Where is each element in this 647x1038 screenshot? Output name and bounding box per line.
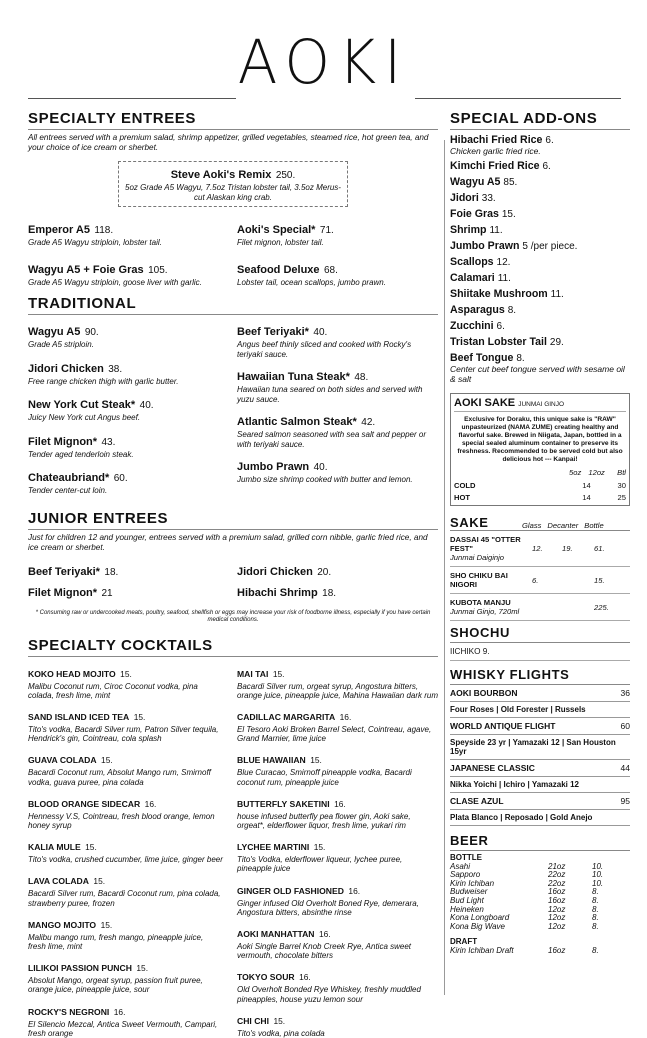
- shochu-section: SHOCHU IICHIKO 9.: [450, 625, 630, 661]
- item-price: 15.: [310, 755, 322, 766]
- item-desc: Malibu mango rum, fresh mango, pineapple juice, fresh lime, mint: [28, 932, 204, 951]
- item-price: 15.: [313, 842, 326, 853]
- item-desc: Old Overholt Bonded Rye Whiskey, freshly muddled pineapples, house yuzu lemon sour: [237, 985, 421, 1004]
- item-desc: Bacardi Coconut rum, Absolut Mango rum, Smirnoff vodka, guava puree, pina colada: [28, 768, 211, 787]
- section-intro: Just for children 12 and younger, entrees served with a premium salad, grilled corn nibble, garlic fried rice, and ice cream or sherbet.: [28, 532, 428, 552]
- menu-item: Wagyu A5 + Foie Gras 105. Grade A5 Wagyu striploin, goose liver with garlic.: [28, 263, 202, 287]
- item-name: BUTTERFLY SAKETINI: [237, 798, 330, 809]
- item-name: LYCHEE MARTINI: [237, 842, 310, 853]
- item-price: 8.: [592, 921, 599, 931]
- item-price: 85.: [503, 177, 518, 188]
- item-price: 8.: [592, 904, 599, 914]
- cocktail-item: [237, 707, 438, 743]
- cocktail-item: [28, 958, 223, 994]
- item-price: 6.: [542, 161, 551, 172]
- item-price: 11.: [489, 225, 503, 236]
- item-price: 8.: [592, 895, 599, 905]
- addon-item: [450, 208, 630, 220]
- section-title: WHISKY FLIGHTS: [450, 667, 630, 685]
- item-price: 16.: [348, 885, 361, 896]
- item-desc: El Tesoro Aoki Broken Barrel Select, Cointreau, agave, Grand Marnier, lime juice: [237, 724, 432, 744]
- cocktail-item: [237, 664, 438, 700]
- item-price: 15.: [93, 876, 106, 887]
- item-price: 15.: [273, 1015, 286, 1026]
- item-name: LILIKOI PASSION PUNCH: [28, 963, 132, 974]
- item-price: 29.: [549, 337, 564, 348]
- item-name: CADILLAC MARGARITA: [237, 711, 336, 722]
- item-price: 12.: [496, 257, 511, 268]
- item-price: 8.: [507, 305, 517, 316]
- sake-row: [450, 594, 630, 621]
- item-price: 10.: [592, 861, 604, 871]
- sake-name: [450, 598, 532, 616]
- item-size: 16oz: [548, 887, 566, 897]
- sake-row: [450, 531, 630, 567]
- item-name: Asparagus: [450, 304, 505, 316]
- flight-detail: Speyside 23 yr | Yamazaki 12 | San Houston 15yr: [450, 735, 630, 760]
- item-name: KALIA MULE: [28, 842, 81, 853]
- item-size: 22oz: [548, 870, 566, 880]
- item-desc: house infused butterfly pea flower gin, Aoki sake, orgeat*, elderflower liquor, fresh lime, yukari rim: [237, 811, 411, 830]
- section-title: SPECIAL ADD-ONS: [450, 110, 630, 130]
- item-price: 16.: [334, 798, 346, 809]
- section-title: TRADITIONAL: [28, 295, 438, 315]
- item-name: Shiitake Mushroom: [450, 288, 548, 300]
- item-desc: 5oz Grade A5 Wagyu, 7.5oz Tristan lobster tail, 3.5oz Merus-cut Alaskan king crab.: [125, 183, 341, 202]
- item-price: 10.: [592, 870, 604, 880]
- traditional-section: [28, 295, 438, 496]
- item-sub: Junmai Ginjo, 720ml: [450, 607, 520, 616]
- item-name: ROCKY'S NEGRONI: [28, 1006, 110, 1017]
- item-price: 16.: [318, 928, 331, 939]
- header-divider-left: [28, 98, 236, 99]
- section-title: AOKI SAKE JUNMAI GINJO: [454, 397, 565, 409]
- item-price: 10.: [592, 878, 604, 888]
- addon-item: [450, 304, 630, 316]
- cocktail-item: [28, 915, 223, 951]
- item-desc: Tito's vodka, Bacardi Silver rum, Patron Silver tequila, Hendrick's gin, Cointreau, cola splash: [28, 724, 219, 744]
- addon-item: [450, 336, 630, 348]
- menu-item: Hibachi Shrimp 18.: [237, 586, 337, 599]
- cocktail-item: [237, 750, 438, 786]
- item-name: TOKYO SOUR: [237, 972, 295, 983]
- flight-detail: Plata Blanco | Reposado | Gold Anejo: [450, 810, 630, 826]
- menu-item: Aoki's Special* 71. Filet mignon, lobster tail.: [237, 224, 334, 247]
- item-price: 16.: [113, 1006, 126, 1017]
- consumer-advisory: * Consuming raw or undercooked meats, poultry, seafood, shellfish or eggs may increase your risk of foodborne illness, especially if you have certain medical conditions.: [35, 609, 431, 623]
- menu-item: Seafood Deluxe 68. Lobster tail, ocean scallops, jumbo prawn.: [237, 263, 386, 287]
- item-name: Hibachi Fried Rice: [450, 134, 543, 146]
- menu-item: Atlantic Salmon Steak* 42. Seared salmon seasoned with sea salt and pepper or with teriyaki sauce.: [237, 416, 427, 449]
- item-desc: Ginger infused Old Overholt Boned Rye, demerara, Angostura bitters, absinthe rinse: [237, 898, 419, 917]
- item-price: 11.: [497, 273, 511, 284]
- item-price: 15.: [133, 711, 146, 722]
- whisky-flight: [450, 793, 630, 810]
- left-column: [28, 110, 438, 1038]
- sake-section: SAKE Glass Decanter Bottle DASSAI 45 "OTTER FEST" Junmai Daiginjo 12. 19. 61. SHO CHIKU BAI NIGORI 6. 15. KUBOTA MANJU Junmai Ginjo, 720ml 225.: [450, 515, 630, 621]
- item-name: MANGO MOJITO: [28, 919, 97, 930]
- item-price: 11.: [550, 289, 564, 300]
- addons-section: [450, 110, 630, 384]
- item-price: 16.: [144, 798, 157, 809]
- addon-item: [450, 256, 630, 268]
- item-desc: Bacardi Silver rum, orgeat syrup, Angostura bitters, orange juice, pineapple juice, Mahina Hawaiian dark rum: [237, 681, 439, 700]
- item-name: Budweiser: [450, 887, 488, 897]
- item-name: GUAVA COLADA: [28, 755, 97, 766]
- section-title: SHOCHU: [450, 625, 630, 643]
- beer-section: BEER BOTTLE Asahi 21oz 10. Sapporo 22oz 10. Kirin Ichiban 22oz 10. Budweiser 16oz 8. Bud Light 16oz 8. Heineken 12oz 8. Kona Longboard 12oz 8. Kona Big Wave 12oz 8. DRAFT Kirin Ichiban Draft 16oz 8.: [450, 833, 630, 956]
- item-name: Scallops: [450, 256, 494, 268]
- cocktail-item: [28, 1002, 223, 1038]
- item-name: SHO CHIKU BAI NIGORI: [450, 571, 508, 589]
- addon-item: [450, 160, 630, 172]
- item-desc: Absolut Mango, orgeat syrup, passion fruit puree, orange juice, pineapple juice, sour: [28, 976, 203, 995]
- cocktail-item: [237, 837, 438, 873]
- bottle-price: 61.: [594, 544, 605, 553]
- item-name: Calamari: [450, 272, 495, 284]
- item-name: Shrimp: [450, 224, 487, 236]
- whisky-flight: [450, 718, 630, 735]
- item-desc: Tito's Vodka, elderflower liqueur, lychee puree, pineapple juice: [237, 855, 403, 874]
- item-name: JAPANESE CLASSIC: [450, 763, 535, 773]
- item-desc: Chicken garlic fried rice.: [450, 146, 541, 156]
- section-title: SPECIALTY COCKTAILS: [28, 637, 438, 657]
- item-price: 15.: [100, 919, 113, 930]
- menu-item: Beef Teriyaki* 40. Angus beef thinly sliced and cooked with Rocky's teriyaki sauce.: [237, 326, 412, 359]
- item-price: 44: [620, 763, 630, 773]
- section-title: SAKE: [450, 515, 489, 530]
- addon-item: [450, 192, 630, 204]
- item-name: KOKO HEAD MOJITO: [28, 668, 116, 679]
- section-intro: All entrees served with a premium salad, shrimp appetizer, grilled vegetables, steamed rice, hot green tea, and your choice of ice cream or sherbet.: [28, 133, 429, 152]
- item-price: 15.: [272, 668, 285, 679]
- item-name: LAVA COLADA: [28, 876, 89, 887]
- item-name: WORLD ANTIQUE FLIGHT: [450, 721, 556, 731]
- sake-name: [450, 535, 532, 562]
- beer-item: [450, 923, 630, 932]
- item-name: Jidori: [450, 192, 479, 204]
- section-title: JUNIOR ENTREES: [28, 510, 438, 530]
- bottle-price: 225.: [594, 602, 609, 612]
- item-price: 95: [620, 796, 630, 806]
- cocktail-item: [28, 707, 223, 743]
- section-title: SPECIALTY ENTREES: [28, 110, 438, 130]
- whisky-flight: [450, 685, 630, 702]
- item-price: 15.: [501, 209, 516, 220]
- item-name: Jumbo Prawn: [450, 240, 520, 252]
- cocktail-item: [237, 924, 438, 960]
- addon-item: [450, 240, 630, 252]
- item-price: 33.: [481, 193, 496, 204]
- addon-item: [450, 288, 630, 300]
- item-name: CHI CHI: [237, 1015, 269, 1026]
- item-price: 16.: [339, 711, 352, 722]
- item-name: Sapporo: [450, 870, 481, 880]
- item-name: Kirin Ichiban: [450, 878, 495, 888]
- item-desc: Aoki Single Barrel Knob Creek Rye, Antica sweet vermouth, chocolate bitters: [237, 941, 412, 961]
- bottle-price: 15.: [594, 575, 605, 585]
- cocktail-item: [28, 794, 223, 830]
- glass-price: 12.: [532, 544, 543, 553]
- menu-item: Emperor A5 118. Grade A5 Wagyu striploin, lobster tail.: [28, 224, 162, 247]
- item-name: CLASE AZUL: [450, 796, 504, 806]
- item-price: 15.: [120, 668, 132, 679]
- specialty-entrees-section: [28, 110, 438, 287]
- item-size: 16oz: [548, 945, 566, 955]
- item-price: 8.: [592, 887, 599, 897]
- item-name: KUBOTA MANJU: [450, 598, 511, 607]
- item-price: 8.: [592, 913, 599, 923]
- menu-item: Hawaiian Tuna Steak* 48. Hawaiian tuna seared on both sides and served with yuzu sauce.: [237, 371, 423, 404]
- item-price: 5 /per piece.: [522, 241, 578, 252]
- sake-row: [450, 567, 630, 594]
- flight-detail: Four Roses | Old Forester | Russels: [450, 702, 630, 718]
- item-price: 250.: [275, 170, 296, 181]
- flight-detail: Nikka Yoichi | Ichiro | Yamazaki 12: [450, 777, 630, 793]
- cocktail-item: [237, 1011, 438, 1038]
- item-name: Kona Longboard: [450, 913, 510, 923]
- junior-entrees-section: [28, 510, 438, 625]
- item-name: Tristan Lobster Tail: [450, 336, 547, 348]
- item-size: 12oz: [548, 904, 566, 914]
- sake-name: [450, 571, 532, 589]
- item-price: 16.: [299, 972, 311, 983]
- addon-item: [450, 134, 630, 156]
- item-desc: El Silencio Mezcal, Antica Sweet Vermouth, Campari, fresh orange: [28, 1019, 218, 1038]
- addon-item: [450, 352, 630, 384]
- item-price: 8.: [592, 945, 599, 955]
- item-size: 12oz: [548, 921, 566, 931]
- addon-item: [450, 320, 630, 332]
- item-price: 36: [620, 688, 630, 698]
- column-divider: [444, 140, 445, 995]
- menu-item: Wagyu A5 90. Grade A5 striploin.: [28, 326, 99, 349]
- item-price: 15.: [136, 963, 149, 974]
- menu-item: Beef Teriyaki* 18.: [28, 565, 119, 578]
- item-name: SAND ISLAND ICED TEA: [28, 711, 130, 722]
- whisky-flight: [450, 760, 630, 777]
- item-name: BLUE HAWAIIAN: [237, 755, 306, 766]
- feature-item: [118, 161, 348, 207]
- item-price: 6.: [496, 321, 505, 332]
- item-name: AOKI BOURBON: [450, 688, 518, 698]
- sake-desc: Exclusive for Doraku, this unique sake is "RAW" unpasteurized (NAMA ZUME) creating healthy and flavorful sake. Brewed in Niigata, Japan, bottled in a special sealed aluminum container to preserve its freshness. Recommended to be served cold but also delicious hot --- Kanpai!: [457, 416, 623, 463]
- item-price: 6.: [545, 135, 554, 146]
- item-name: Bud Light: [450, 895, 484, 905]
- item-name: Kona Big Wave: [450, 921, 505, 931]
- item-name: Kimchi Fried Rice: [450, 160, 540, 172]
- item-desc: Malibu Coconut rum, Ciroc Coconut vodka, pina colada, fresh lime, mint: [28, 681, 198, 700]
- item-name: Wagyu A5: [450, 176, 501, 188]
- item-sub: Junmai Daiginjo: [450, 553, 505, 562]
- addon-item: [450, 224, 630, 236]
- item-name: MAI TAI: [237, 668, 269, 679]
- header-divider-right: [415, 98, 621, 99]
- cocktails-section: [28, 637, 438, 1038]
- item-desc: Center cut beef tongue served with sesame oil & salt: [450, 364, 625, 384]
- aoki-sake-section: AOKI SAKE JUNMAI GINJO Exclusive for Doraku, this unique sake is "RAW" unpasteurized (NAMA ZUME) creating healthy and flavorful sake. Brewed in Niigata, Japan, bottled in a special sealed aluminum container to preserve its freshness. Recommended to be served cold but also delicious hot --- Kanpai! 5oz 12oz Btl COLD 14 30 HOT 14 25: [450, 393, 630, 506]
- item-price: 15.: [85, 842, 97, 853]
- menu-item: New York Cut Steak* 40. Juicy New York cut Angus beef.: [28, 399, 154, 422]
- menu-item: Filet Mignon* 21: [28, 586, 113, 599]
- cocktail-item: [28, 750, 223, 786]
- item-size: 22oz: [548, 878, 566, 888]
- item-desc: Bacardi Silver rum, Bacardi Coconut rum, pina colada, strawberry puree, frozen: [28, 889, 221, 908]
- item-name: Beef Tongue: [450, 352, 514, 364]
- item-name: BLOOD ORANGE SIDECAR: [28, 798, 141, 809]
- menu-item: Jidori Chicken 38. Free range chicken thigh with garlic butter.: [28, 362, 179, 386]
- item-price: 60: [620, 721, 630, 731]
- item-name: Heineken: [450, 904, 484, 914]
- item-name: Zucchini: [450, 320, 494, 332]
- item-name: AOKI MANHATTAN: [237, 928, 315, 939]
- item-price: 15.: [101, 755, 113, 766]
- item-name: DASSAI 45 "OTTER FEST": [450, 535, 521, 553]
- item-desc: Hennessy V.S, Cointreau, fresh blood orange, lemon honey syrup: [28, 811, 215, 830]
- menu-item: Jidori Chicken 20.: [237, 565, 332, 578]
- item-name: Asahi: [450, 861, 471, 871]
- item-name: Foie Gras: [450, 208, 499, 220]
- item-desc: Blue Curacao, Smirnoff pineapple vodka, Bacardi coconut rum, pineapple juice: [237, 768, 412, 787]
- item-name: Steve Aoki's Remix: [170, 169, 272, 181]
- item-name: GINGER OLD FASHIONED: [237, 885, 344, 896]
- cocktail-item: [237, 881, 438, 917]
- item-price: 8.: [516, 353, 525, 364]
- cocktail-item: [28, 837, 223, 864]
- whisky-section: [450, 667, 630, 826]
- beer-item: [450, 947, 630, 956]
- addon-item: [450, 272, 630, 284]
- cocktail-item: [237, 967, 438, 1003]
- item-name: Kirin Ichiban Draft: [450, 945, 514, 955]
- menu-item: Jumbo Prawn 40. Jumbo size shrimp cooked with butter and lemon.: [237, 461, 413, 484]
- cocktail-item: [237, 794, 438, 830]
- glass-price: 6.: [532, 575, 539, 585]
- menu-item: Filet Mignon* 43. Tender aged tenderloin steak.: [28, 435, 134, 459]
- addon-item: [450, 176, 630, 188]
- cocktail-item: [28, 871, 223, 907]
- item-desc: Tito's vodka, pina colada: [237, 1028, 325, 1038]
- item-size: 21oz: [548, 861, 566, 871]
- item-desc: Tito's vodka, crushed cucumber, lime juice, ginger beer: [28, 855, 223, 865]
- brand-logo: AOKI: [237, 26, 410, 98]
- item-size: 16oz: [548, 895, 566, 905]
- cocktail-item: [28, 664, 223, 700]
- right-column: [450, 110, 630, 956]
- menu-item: Chateaubriand* 60. Tender center-cut loin.: [28, 472, 128, 495]
- section-title: BEER: [450, 833, 630, 851]
- item-size: 12oz: [548, 913, 566, 923]
- decanter-price: 19.: [562, 544, 573, 553]
